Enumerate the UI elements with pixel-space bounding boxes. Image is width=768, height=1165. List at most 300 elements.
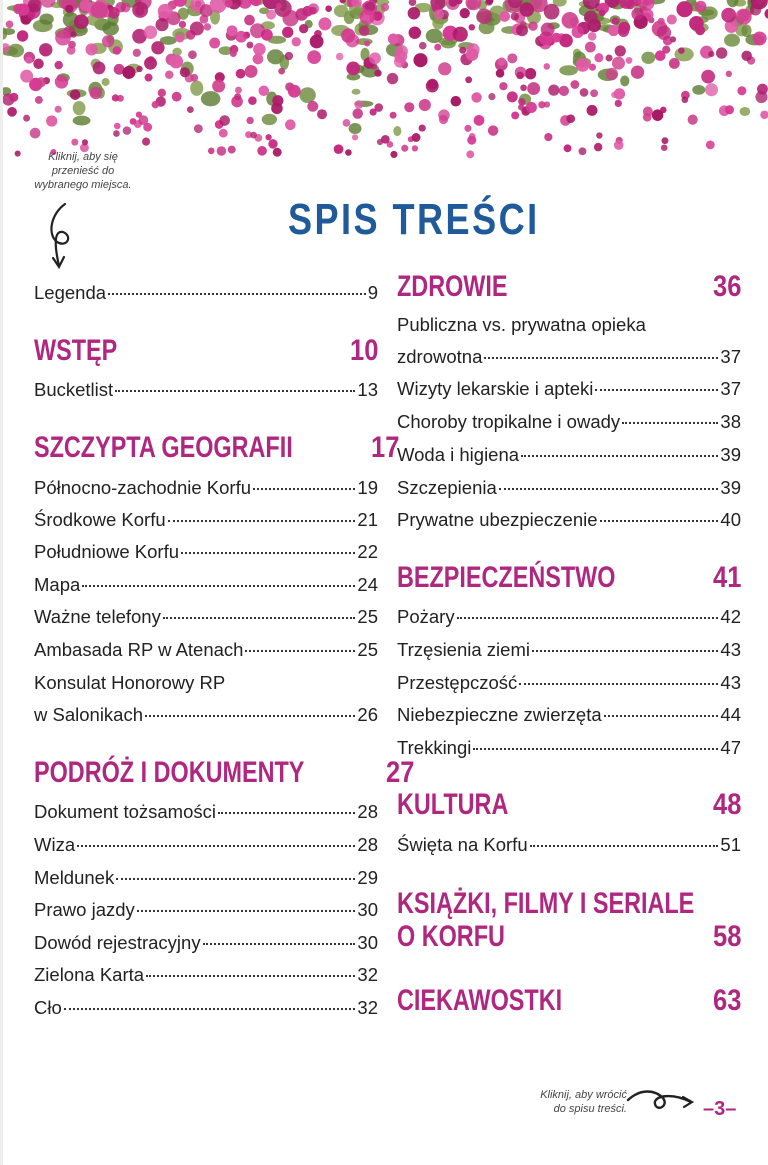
- flower-petal: [209, 38, 220, 49]
- flower-petal: [434, 44, 441, 51]
- toc-section-zdrowie[interactable]: [397, 270, 741, 304]
- toc-section-ksiazki-line1[interactable]: [397, 887, 741, 921]
- flower-petal: [631, 8, 643, 20]
- page-title: SPIS TREŚCI: [288, 195, 540, 244]
- flower-petal: [155, 18, 168, 31]
- flower-petal: [579, 147, 587, 155]
- flower-petal: [764, 8, 768, 19]
- flower-petal: [426, 80, 439, 93]
- flower-petal: [374, 103, 383, 112]
- flower-petal: [55, 106, 62, 113]
- flower-petal: [292, 37, 301, 46]
- entry-label: Północno-zachodnie Korfu: [34, 477, 252, 498]
- leaf: [393, 126, 401, 136]
- flower-petal: [187, 106, 194, 113]
- flower-petal: [266, 10, 276, 20]
- flower-petal: [278, 68, 285, 75]
- flower-petal: [130, 118, 137, 125]
- flower-petal: [115, 2, 125, 12]
- toc-entry-legenda[interactable]: [34, 282, 378, 308]
- flower-petal: [217, 146, 227, 156]
- section-title: O KORFU: [397, 920, 505, 953]
- flower-petal: [726, 71, 732, 77]
- toc-entry[interactable]: [397, 444, 741, 470]
- page-number[interactable]: –3–: [703, 1098, 737, 1120]
- flower-petal: [67, 46, 76, 55]
- section-title: PODRÓŻ I DOKUMENTY: [34, 756, 305, 789]
- dot-leader: [245, 650, 355, 652]
- entry-label: Choroby tropikalne i owady: [397, 411, 621, 432]
- flower-petal: [507, 91, 518, 102]
- dot-leader: [64, 1008, 356, 1010]
- flower-petal: [285, 52, 293, 60]
- flower-petal: [474, 115, 485, 126]
- toc-section-podroz[interactable]: [34, 756, 415, 790]
- flower-petal: [466, 43, 479, 56]
- leaf: [641, 52, 655, 64]
- entry-label: Niebezpieczne zwierzęta: [397, 704, 602, 725]
- flower-petal: [65, 5, 73, 13]
- toc-entry[interactable]: [397, 378, 741, 404]
- flower-petal: [25, 57, 32, 64]
- flower-petal: [520, 21, 526, 27]
- dot-leader: [622, 422, 718, 424]
- flower-petal: [725, 105, 734, 114]
- flower-petal: [413, 53, 427, 67]
- curly-arrow-right-icon: [625, 1086, 697, 1118]
- flower-petal: [527, 82, 540, 95]
- flower-petal: [46, 115, 57, 126]
- flower-petal: [307, 50, 321, 64]
- flower-petal: [688, 115, 698, 125]
- flower-petal: [145, 74, 153, 82]
- dot-leader: [530, 845, 719, 847]
- section-page: 63: [712, 984, 741, 1017]
- entry-label: Południowe Korfu: [34, 541, 180, 562]
- flower-petal: [235, 31, 247, 43]
- section-page: 10: [349, 334, 378, 367]
- flower-petal: [395, 45, 408, 58]
- flower-petal: [631, 66, 644, 79]
- flower-petal: [614, 140, 624, 150]
- flower-petal: [180, 67, 190, 77]
- flower-petal: [706, 140, 715, 149]
- flower-petal: [544, 133, 552, 141]
- flower-petal: [735, 9, 751, 25]
- entry-label: Wizyty lekarskie i apteki: [397, 378, 594, 399]
- dot-leader: [181, 552, 355, 554]
- dot-leader: [77, 845, 355, 847]
- flower-petal: [271, 103, 283, 115]
- flower-petal: [6, 21, 14, 29]
- toc-entry[interactable]: [34, 964, 378, 990]
- flower-petal: [488, 125, 498, 135]
- flower-petal: [151, 41, 164, 54]
- flower-petal: [219, 129, 228, 138]
- flower-petal: [590, 89, 598, 97]
- toc-entry[interactable]: [34, 606, 378, 632]
- flower-petal: [257, 146, 267, 156]
- entry-page: 25: [357, 639, 378, 660]
- flower-petal: [194, 124, 203, 133]
- toc-entry[interactable]: [397, 606, 741, 632]
- flower-petal: [334, 144, 344, 154]
- toc-entry[interactable]: [34, 477, 378, 503]
- flower-petal: [469, 24, 475, 30]
- entry-page: 51: [720, 834, 741, 855]
- flower-petal: [387, 73, 398, 84]
- flower-petal: [360, 9, 375, 24]
- flower-petal: [409, 26, 421, 38]
- entry-label: Trekkingi: [397, 737, 472, 758]
- flower-petal: [359, 26, 369, 36]
- flower-petal: [497, 57, 505, 65]
- toc-entry[interactable]: [397, 477, 741, 503]
- section-title: BEZPIECZEŃSTWO: [397, 561, 616, 594]
- flower-petal: [681, 96, 688, 103]
- entry-page: 24: [357, 574, 378, 595]
- dot-leader: [145, 715, 355, 717]
- toc-entry[interactable]: [34, 509, 378, 535]
- dot-leader: [168, 520, 356, 522]
- entry-label: Meldunek: [34, 867, 115, 888]
- toc-section-wstep[interactable]: [34, 334, 378, 368]
- flower-petal: [55, 75, 68, 88]
- entry-page: 37: [720, 346, 741, 367]
- flower-petal: [93, 62, 106, 75]
- entry-page: 32: [357, 964, 378, 985]
- flower-petal: [169, 55, 183, 69]
- toc-entry[interactable]: [397, 411, 741, 437]
- dot-leader: [115, 390, 355, 392]
- entry-page: 29: [357, 867, 378, 888]
- flower-petal: [612, 17, 620, 25]
- flower-petal: [564, 144, 572, 152]
- leaf: [692, 85, 705, 95]
- flower-petal: [377, 139, 383, 145]
- entry-page: 39: [720, 477, 741, 498]
- entry-label: Cło: [34, 997, 62, 1018]
- flower-petal: [615, 45, 626, 56]
- entry-label: w Salonikach: [34, 704, 144, 725]
- flower-petal: [412, 145, 418, 151]
- dot-leader: [108, 293, 366, 295]
- flower-petal: [570, 80, 579, 89]
- entry-page: 42: [720, 606, 741, 627]
- flower-petal: [17, 4, 29, 16]
- leaf: [201, 91, 221, 106]
- toc-entry[interactable]: [34, 541, 378, 567]
- curly-arrow-down-icon: [43, 200, 83, 272]
- flower-petal: [54, 61, 62, 69]
- flower-petal: [208, 148, 215, 155]
- flower-petal: [234, 93, 241, 100]
- leaf: [352, 89, 361, 95]
- entry-label: Trzęsienia ziemi: [397, 639, 530, 660]
- toc-entry[interactable]: [397, 509, 741, 535]
- flower-petal: [559, 34, 573, 48]
- leaf: [299, 87, 315, 103]
- flower-petal: [35, 96, 43, 104]
- flower-petal: [488, 93, 495, 100]
- entry-label-line1[interactable]: Konsulat Honorowy RP: [34, 672, 226, 693]
- leaf: [559, 65, 578, 75]
- entry-label: Mapa: [34, 574, 81, 595]
- dot-leader: [521, 455, 718, 457]
- toc-entry[interactable]: [34, 834, 378, 860]
- flower-petal: [451, 96, 462, 107]
- toc-entry[interactable]: [34, 801, 378, 827]
- flower-petal: [158, 4, 173, 19]
- flower-petal: [112, 94, 119, 101]
- flower-petal: [235, 87, 242, 94]
- flower-petal: [152, 101, 159, 108]
- flower-petal: [268, 139, 277, 148]
- flower-petal: [122, 66, 135, 79]
- entry-label: Woda i higiena: [397, 444, 520, 465]
- entry-page: 22: [357, 541, 378, 562]
- flower-petal: [317, 109, 327, 119]
- toc-entry[interactable]: [34, 639, 378, 665]
- leaf: [349, 123, 362, 134]
- flower-petal: [753, 32, 767, 46]
- flower-petal: [511, 12, 519, 20]
- flower-petal: [626, 57, 633, 64]
- flower-petal: [615, 100, 622, 107]
- section-title: CIEKAWOSTKI: [397, 984, 563, 1017]
- toc-section-bezpieczenstwo[interactable]: [397, 561, 741, 595]
- flower-petal: [9, 93, 18, 102]
- flower-petal: [404, 102, 414, 112]
- flower-petal: [253, 43, 265, 55]
- flower-petal: [572, 26, 584, 38]
- flower-petal: [594, 53, 603, 62]
- toc-entry[interactable]: [34, 379, 378, 405]
- flower-petal: [179, 21, 186, 28]
- flower-petal: [230, 50, 237, 57]
- flower-petal: [499, 82, 507, 90]
- toc-entry[interactable]: [34, 932, 378, 958]
- flower-petal: [70, 89, 80, 99]
- flower-petal: [246, 117, 253, 124]
- entry-label: Wiza: [34, 834, 76, 855]
- flower-petal: [71, 31, 77, 37]
- flower-petal: [310, 35, 324, 49]
- entry-label: Środkowe Korfu: [34, 509, 166, 530]
- flower-petal: [584, 11, 598, 25]
- flower-petal: [390, 112, 397, 119]
- entry-label: Dowód rejestracyjny: [34, 932, 201, 953]
- flower-petal: [172, 92, 182, 102]
- flower-petal: [471, 92, 481, 102]
- flower-petal: [614, 88, 625, 99]
- flower-petal: [74, 14, 89, 29]
- dot-leader: [484, 357, 718, 359]
- flower-petal: [336, 53, 344, 61]
- flower-petal: [596, 132, 602, 138]
- toc-entry[interactable]: [397, 704, 741, 730]
- flower-petal: [246, 42, 253, 49]
- entry-page: 43: [720, 639, 741, 660]
- flower-petal: [618, 26, 629, 37]
- toc-entry[interactable]: [397, 672, 741, 698]
- entry-page: 28: [357, 834, 378, 855]
- toc-entry[interactable]: [397, 834, 741, 860]
- flower-petal: [438, 109, 450, 121]
- bougainvillea-banner-image: [3, 0, 768, 160]
- flower-petal: [55, 30, 71, 46]
- flower-petal: [142, 138, 150, 146]
- toc-entry[interactable]: [34, 899, 378, 925]
- flower-petal: [477, 9, 493, 25]
- flower-petal: [544, 101, 550, 107]
- flower-petal: [345, 149, 352, 156]
- flower-petal: [466, 150, 474, 158]
- flower-petal: [259, 86, 269, 96]
- flower-petal: [352, 108, 363, 119]
- flower-petal: [408, 7, 420, 19]
- entry-page: 32: [357, 997, 378, 1018]
- flower-petal: [606, 68, 619, 81]
- dot-leader: [203, 943, 356, 945]
- flower-petal: [374, 70, 381, 77]
- entry-label: Ważne telefony: [34, 606, 161, 627]
- flower-petal: [175, 34, 184, 43]
- entry-label: Święta na Korfu: [397, 834, 528, 855]
- flower-petal: [17, 30, 28, 41]
- flower-petal: [652, 109, 664, 121]
- section-page: 48: [712, 788, 741, 821]
- flower-petal: [204, 23, 212, 31]
- entry-page: 13: [357, 379, 378, 400]
- toc-entry[interactable]: [34, 574, 378, 600]
- leaf: [727, 0, 739, 7]
- flower-petal: [678, 47, 685, 54]
- flower-petal: [643, 106, 653, 116]
- flower-petal: [667, 14, 677, 24]
- toc-entry-konsulat[interactable]: [34, 704, 378, 730]
- toc-entry[interactable]: [397, 737, 741, 763]
- dot-leader: [116, 878, 355, 880]
- flower-petal: [23, 115, 30, 122]
- entry-label-line1[interactable]: Publiczna vs. prywatna opieka: [397, 314, 646, 335]
- hint-line: Kliknij, aby wrócić: [540, 1089, 627, 1101]
- toc-entry[interactable]: [34, 997, 378, 1023]
- flower-petal: [543, 63, 550, 70]
- entry-page: 25: [357, 606, 378, 627]
- flower-petal: [419, 124, 426, 131]
- hint-line: do spisu treści.: [553, 1103, 627, 1115]
- entry-label: Pożary: [397, 606, 455, 627]
- entry-label: Bucketlist: [34, 379, 114, 400]
- flower-petal: [33, 59, 43, 69]
- flower-petal: [352, 134, 358, 140]
- flower-petal: [190, 21, 204, 35]
- toc-entry[interactable]: [397, 639, 741, 665]
- flower-petal: [657, 26, 671, 40]
- flower-petal: [248, 96, 257, 105]
- flower-petal: [288, 85, 301, 98]
- flower-petal: [528, 21, 537, 30]
- flower-petal: [459, 47, 466, 54]
- dot-leader: [146, 975, 355, 977]
- flower-petal: [307, 101, 318, 112]
- flower-petal: [30, 128, 41, 139]
- flower-petal: [250, 23, 265, 38]
- leaf: [102, 78, 110, 86]
- entry-page: 40: [720, 509, 741, 530]
- toc-section-ksiazki[interactable]: [397, 920, 741, 954]
- dot-leader: [137, 910, 356, 912]
- toc-section-geografia[interactable]: [34, 431, 400, 465]
- leaf: [73, 116, 91, 126]
- flower-petal: [559, 86, 569, 96]
- flower-petal: [409, 0, 417, 6]
- hint-line: przenieść do: [51, 165, 115, 177]
- flower-petal: [507, 53, 517, 63]
- flower-petal: [588, 32, 597, 41]
- entry-page: 39: [720, 444, 741, 465]
- toc-section-kultura[interactable]: [397, 788, 741, 822]
- flower-petal: [42, 48, 49, 55]
- flower-petal: [520, 84, 527, 91]
- flower-petal: [669, 58, 680, 69]
- flower-petal: [85, 43, 97, 55]
- flower-petal: [346, 34, 360, 48]
- flower-petal: [299, 24, 308, 33]
- flower-petal: [91, 2, 108, 19]
- dot-leader: [218, 812, 355, 814]
- section-title: KULTURA: [397, 788, 509, 821]
- flower-petal: [576, 58, 590, 72]
- toc-section-ciekawostki[interactable]: [397, 984, 741, 1018]
- toc-entry[interactable]: [397, 346, 741, 372]
- flower-petal: [282, 27, 293, 38]
- flower-petal: [318, 17, 331, 30]
- flower-petal: [15, 150, 21, 156]
- flower-petal: [544, 4, 560, 20]
- dot-leader: [499, 488, 719, 490]
- flower-petal: [309, 7, 317, 15]
- flower-petal: [228, 146, 236, 154]
- flower-petal: [594, 143, 602, 151]
- flower-petal: [608, 25, 619, 36]
- flower-petal: [165, 70, 173, 78]
- flower-petal: [364, 40, 370, 46]
- flower-petal: [253, 54, 264, 65]
- flower-petal: [295, 8, 308, 21]
- entry-label: Legenda: [34, 282, 107, 303]
- flower-petal: [136, 111, 142, 117]
- flower-petal: [737, 86, 746, 95]
- flower-petal: [585, 42, 596, 53]
- section-page: 58: [712, 920, 741, 953]
- toc-entry[interactable]: [34, 867, 378, 893]
- flower-petal: [113, 130, 120, 137]
- flower-petal: [419, 42, 427, 50]
- entry-page: 9: [367, 282, 378, 303]
- flower-petal: [114, 123, 121, 130]
- entry-page: 21: [357, 509, 378, 530]
- leaf: [39, 13, 53, 24]
- flower-petal: [525, 68, 536, 79]
- flower-petal: [599, 10, 606, 17]
- entry-label: Prywatne ubezpieczenie: [397, 509, 598, 530]
- flower-petal: [401, 145, 408, 152]
- flower-petal: [236, 69, 246, 79]
- section-title: WSTĘP: [34, 334, 118, 367]
- flower-petal: [71, 139, 78, 146]
